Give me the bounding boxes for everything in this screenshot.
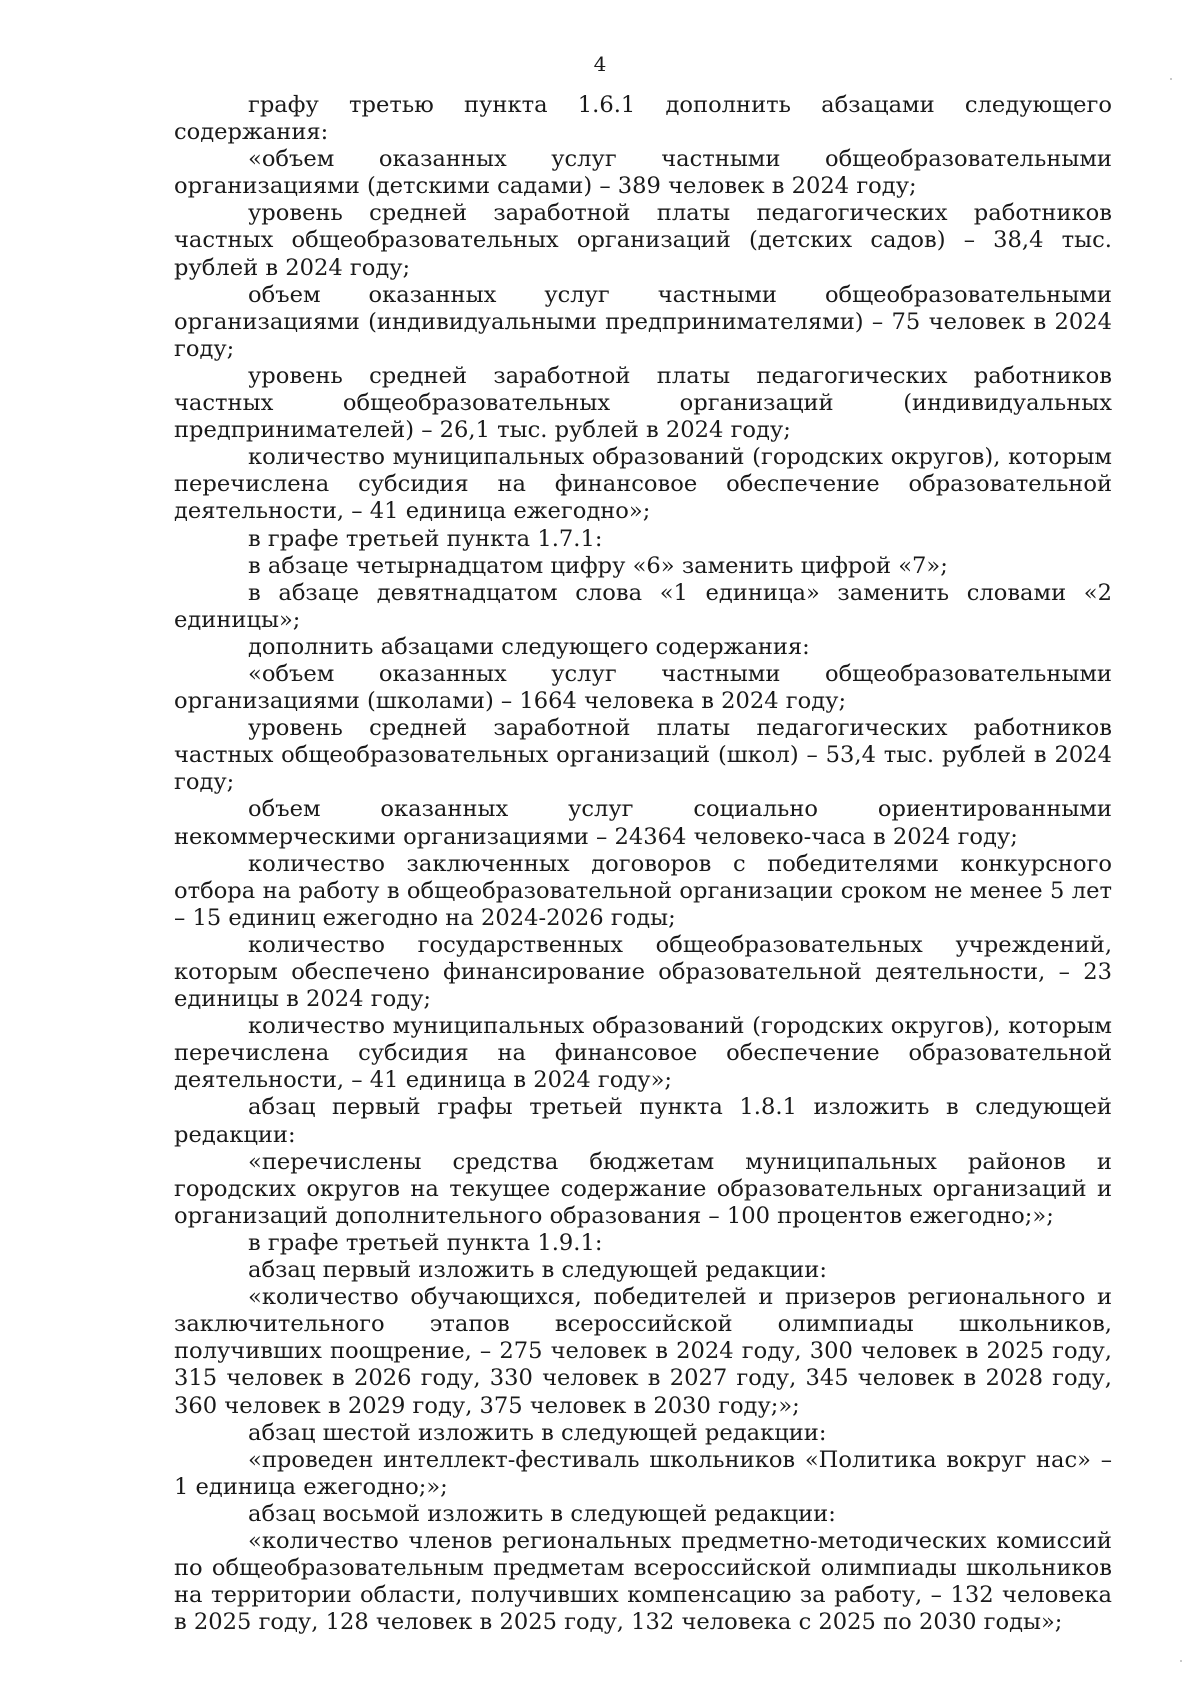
paragraph: графу третью пункта 1.6.1 дополнить абзацами следующего содержания: (174, 92, 1112, 146)
paragraph: уровень средней заработной платы педагогических работников частных общеобразовательных организаций (детских садов) – 38,4 тыс. рублей в 2024 году; (174, 200, 1112, 281)
paragraph: «объем оказанных услуг частными общеобразовательными организациями (школами) – 1664 человека в 2024 году; (174, 660, 1112, 715)
paragraph: количество муниципальных образований (городских округов), которым перечислена субсидия на финансовое обеспечение образовательной деятельности, – 41 единица в 2024 году»; (174, 1013, 1112, 1094)
paragraph: «перечислены средства бюджетам муниципальных районов и городских округов на текущее содержание образовательных организаций и организаций дополнительного образования – 100 процентов ежегодно;»; (174, 1148, 1112, 1229)
paragraph: «объем оказанных услуг частными общеобразовательными организациями (детскими садами) – 389 человек в 2024 году; (174, 146, 1112, 200)
paragraph: «проведен интеллект-фестиваль школьников «Политика вокруг нас» – 1 единица ежегодно;»; (174, 1446, 1112, 1500)
paragraph: в абзаце девятнадцатом слова «1 единица» заменить словами «2 единицы»; (174, 579, 1112, 633)
paragraph: абзац шестой изложить в следующей редакции: (248, 1419, 827, 1446)
paragraph: в абзаце четырнадцатом цифру «6» заменить цифрой «7»; (248, 552, 948, 579)
paragraph: объем оказанных услуг социально ориентированными некоммерческими организациями – 24364 человеко-часа в 2024 году; (174, 796, 1112, 850)
paragraph: абзац первый графы третьей пункта 1.8.1 изложить в следующей редакции: (174, 1094, 1112, 1148)
page-number: 4 (593, 52, 607, 76)
paragraph: количество заключенных договоров с победителями конкурсного отбора на работу в общеобразовательной организации сроком не менее 5 лет – 15 единиц ежегодно на 2024-2026 годы; (174, 850, 1112, 931)
paragraph: дополнить абзацами следующего содержания: (248, 633, 810, 660)
paragraph: «количество членов региональных предметно-методических комиссий по общеобразовательным предметам всероссийской олимпиады школьников на территории области, получивших компенсацию за работу, – 132 человека в 2025 году, 128 человек в 2025 году, 132 человека с 2025 по 2030 годы»; (174, 1527, 1112, 1636)
paragraph: уровень средней заработной платы педагогических работников частных общеобразовательных организаций (школ) – 53,4 тыс. рублей в 2024 году; (174, 715, 1112, 796)
paragraph: абзац первый изложить в следующей редакции: (248, 1257, 827, 1284)
paragraph: в графе третьей пункта 1.9.1: (248, 1229, 603, 1256)
paragraph: в графе третьей пункта 1.7.1: (248, 525, 603, 552)
paragraph: абзац восьмой изложить в следующей редакции: (248, 1500, 836, 1527)
scan-speck (1170, 78, 1172, 80)
paragraph: количество государственных общеобразовательных учреждений, которым обеспечено финансирование образовательной деятельности, – 23 единицы в 2024 году; (174, 931, 1112, 1013)
scan-speck (1180, 1660, 1182, 1662)
paragraph: уровень средней заработной платы педагогических работников частных общеобразовательных организаций (индивидуальных предпринимателей) – 26,1 тыс. рублей в 2024 году; (174, 362, 1112, 444)
document-body (174, 92, 1112, 1636)
paragraph: количество муниципальных образований (городских округов), которым перечислена субсидия на финансовое обеспечение образовательной деятельности, – 41 единица ежегодно»; (174, 444, 1112, 525)
paragraph: объем оказанных услуг частными общеобразовательными организациями (индивидуальными предпринимателями) – 75 человек в 2024 году; (174, 281, 1112, 362)
paragraph: «количество обучающихся, победителей и призеров регионального и заключительного этапов всероссийской олимпиады школьников, получивших поощрение, – 275 человек в 2024 году, 300 человек в 2025 году, 315 человек в 2026 году, 330 человек в 2027 году, 345 человек в 2028 году, 360 человек в 2029 году, 375 человек в 2030 году;»; (174, 1284, 1112, 1419)
